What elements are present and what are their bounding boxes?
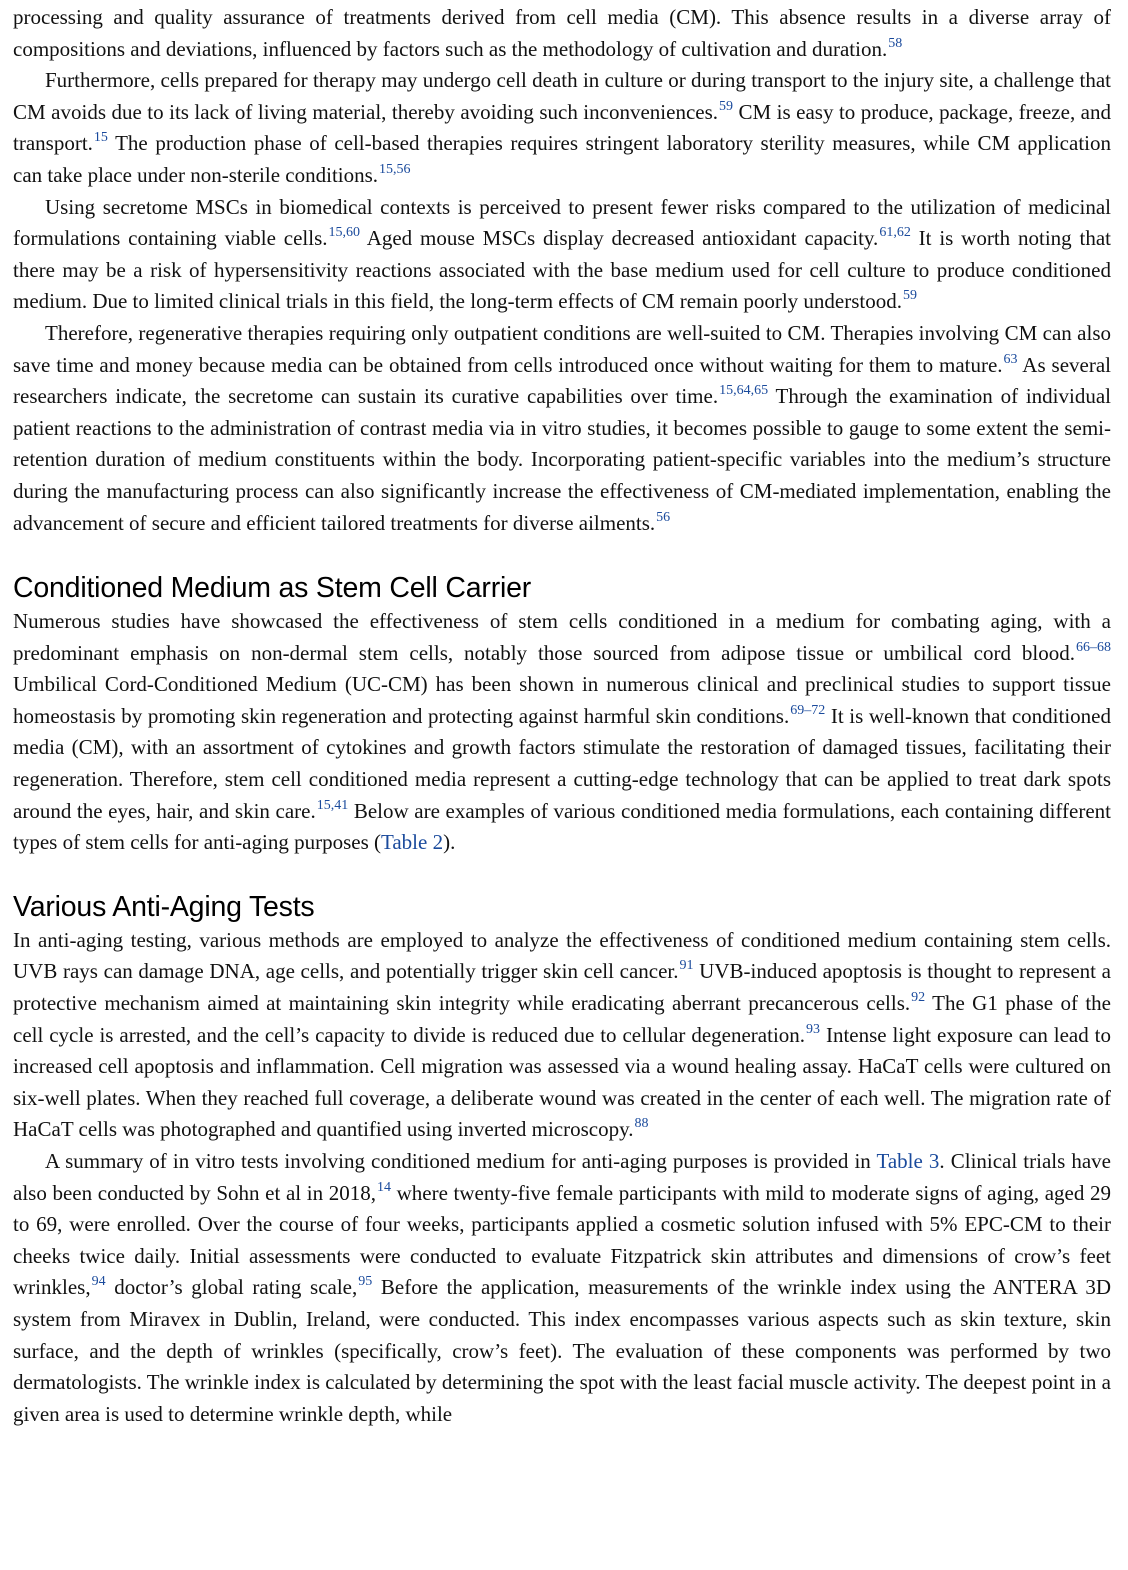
citation-ref[interactable]: 63	[1003, 351, 1018, 367]
text-run: Using secretome MSCs in biomedical contexts is perceived to present fewer risks compared to the utilization of medicinal formulations containing viable cells.	[13, 194, 1111, 251]
citation-ref[interactable]: 15,56	[379, 161, 411, 177]
citation-ref[interactable]: 56	[656, 509, 671, 525]
citation-ref[interactable]: 14	[376, 1179, 391, 1195]
text-run: Furthermore, cells prepared for therapy may undergo cell death in culture or during transport to the injury site, a challenge that CM avoids due to its lack of living material, thereby avoiding such inconveniences.	[13, 68, 1111, 124]
citation-ref[interactable]: 66–68	[1076, 639, 1111, 655]
citation-ref[interactable]: 94	[91, 1274, 106, 1290]
text-run: . Clinical trials have also been conducted by Sohn et al in 2018,	[13, 1149, 1111, 1205]
paragraph-secretome-risks	[13, 192, 1111, 318]
text-run: Below are examples of various conditioned media formulations, each containing different types of stem cells for anti-aging purposes (	[13, 798, 1112, 855]
citation-ref[interactable]: 58	[888, 35, 903, 51]
text-run: It is well-known that conditioned media (CM), with an assortment of cytokines and growth factors stimulate the restoration of damaged tissues, facilitating their regeneration. Therefore, stem cell conditioned media represent a cutting-edge technology that can be applied to treat dark spots around the eyes, hair, and skin care.	[13, 703, 1111, 823]
citation-ref[interactable]: 91	[679, 958, 694, 974]
document-page	[13, 2, 1111, 1430]
text-run: A summary of in vitro tests involving conditioned medium for anti-aging purposes is provided in	[45, 1149, 877, 1173]
citation-ref[interactable]: 93	[806, 1021, 821, 1037]
text-run: UVB-induced apoptosis is thought to represent a protective mechanism aimed at maintaining skin integrity while eradicating aberrant precancerous cells.	[13, 959, 1111, 1016]
paragraph-anti-aging-methods	[13, 925, 1111, 1146]
text-run: Through the examination of individual patient reactions to the administration of contrast media via in vitro studies, it becomes possible to gauge to some extent the semi-retention duration of medium constituents within the body. Incorporating patient-specific variables into the medium’s structure during the manufacturing process can also significantly increase the effectiveness of CM-mediated implementation, enabling the advancement of secure and efficient tailored treatments for diverse ailments.	[13, 384, 1111, 535]
text-run: ).	[443, 830, 456, 855]
citation-ref[interactable]: 61,62	[879, 225, 911, 241]
citation-ref[interactable]: 15,41	[316, 797, 349, 813]
text-run: The G1 phase of the cell cycle is arrested, and the cell’s capacity to divide is reduced due to cellular degeneration.	[13, 991, 1112, 1047]
text-run: Numerous studies have showcased the effectiveness of stem cells conditioned in a medium for combating aging, with a predominant emphasis on non-dermal stem cells, notably those sourced from adipose tissue or umbilical cord blood.	[13, 609, 1111, 665]
text-run: doctor’s global rating scale,	[105, 1275, 358, 1300]
text-run: Aged mouse MSCs display decreased antioxidant capacity.	[360, 226, 879, 251]
paragraph-regenerative-therapies	[13, 318, 1111, 539]
text-run: The production phase of cell-based therapies requires stringent laboratory sterility measures, while CM application can take place under non-sterile conditions.	[13, 131, 1111, 187]
citation-ref[interactable]: 15	[93, 130, 108, 146]
text-run: CM is easy to produce, package, freeze, and transport.	[13, 99, 1112, 156]
text-run: Therefore, regenerative therapies requiring only outpatient conditions are well-suited to CM. Therapies involving CM can also save time and money because media can be obtained from cells introduced once without waiting for them to mature.	[13, 320, 1111, 377]
text-run: Before the application, measurements of the wrinkle index using the ANTERA 3D system from Miravex in Dublin, Ireland, were conducted. This index encompasses various aspects such as skin texture, skin surface, and the depth of wrinkles (specifically, crow’s feet). The evaluation of these components was performed by two dermatologists. The wrinkle index is calculated by determining the spot with the least facial muscle activity. The deepest point in a given area is used to determine wrinkle depth, while	[13, 1275, 1111, 1426]
paragraph-cm-quality	[13, 2, 1111, 65]
citation-ref[interactable]: 15,60	[328, 225, 361, 241]
section-heading-stem-cell-carrier: Conditioned Medium as Stem Cell Carrier	[13, 572, 532, 605]
citation-ref[interactable]: 69–72	[790, 702, 826, 718]
citation-ref[interactable]: 88	[634, 1116, 649, 1132]
citation-ref[interactable]: 59	[903, 288, 918, 304]
table-3-link[interactable]: Table 3	[876, 1149, 940, 1173]
citation-ref[interactable]: 92	[911, 990, 926, 1006]
text-run: It is worth noting that there may be a risk of hypersensitivity reactions associated with the base medium used for cell culture to produce conditioned medium. Due to limited clinical trials in this field, the long-term effects of CM remain poorly understood.	[13, 226, 1111, 314]
citation-ref[interactable]: 59	[719, 98, 734, 114]
text-run: Umbilical Cord-Conditioned Medium (UC-CM) has been shown in numerous clinical and preclinical studies to support tissue homeostasis by promoting skin regeneration and protecting against harmful skin conditions.	[13, 672, 1111, 728]
paragraph-cm-advantages	[13, 65, 1111, 191]
table-2-link[interactable]: Table 2	[381, 830, 444, 855]
text-run: where twenty-five female participants with mild to moderate signs of aging, aged 29 to 69, were enrolled. Over the course of four weeks, participants applied a cosmetic solution infused with 5% EPC-CM to their cheeks twice daily. Initial assessments were conducted to evaluate Fitzpatrick skin attributes and dimensions of crow’s feet wrinkles,	[13, 1180, 1111, 1300]
paragraph-stem-cell-carrier	[13, 606, 1111, 859]
text-run: Intense light exposure can lead to increased cell apoptosis and inflammation. Cell migration was assessed via a wound healing assay. HaCaT cells were cultured on six-well plates. When they reached full coverage, a deliberate wound was created in the center of each well. The migration rate of HaCaT cells was photographed and quantified using inverted microscopy.	[13, 1022, 1112, 1142]
paragraph-clinical-trials	[13, 1146, 1111, 1430]
citation-ref[interactable]: 95	[358, 1274, 373, 1290]
citation-ref[interactable]: 15,64,65	[719, 383, 769, 399]
section-heading-anti-aging-tests: Various Anti-Aging Tests	[13, 890, 315, 923]
text-run: In anti-aging testing, various methods are employed to analyze the effectiveness of conditioned medium containing stem cells. UVB rays can damage DNA, age cells, and potentially trigger skin cell cancer.	[13, 927, 1111, 984]
text-run: As several researchers indicate, the secretome can sustain its curative capabilities over time.	[13, 352, 1111, 409]
text-run: processing and quality assurance of treatments derived from cell media (CM). This absence results in a diverse array of compositions and deviations, influenced by factors such as the methodology of cultivation and duration.	[13, 5, 1111, 61]
